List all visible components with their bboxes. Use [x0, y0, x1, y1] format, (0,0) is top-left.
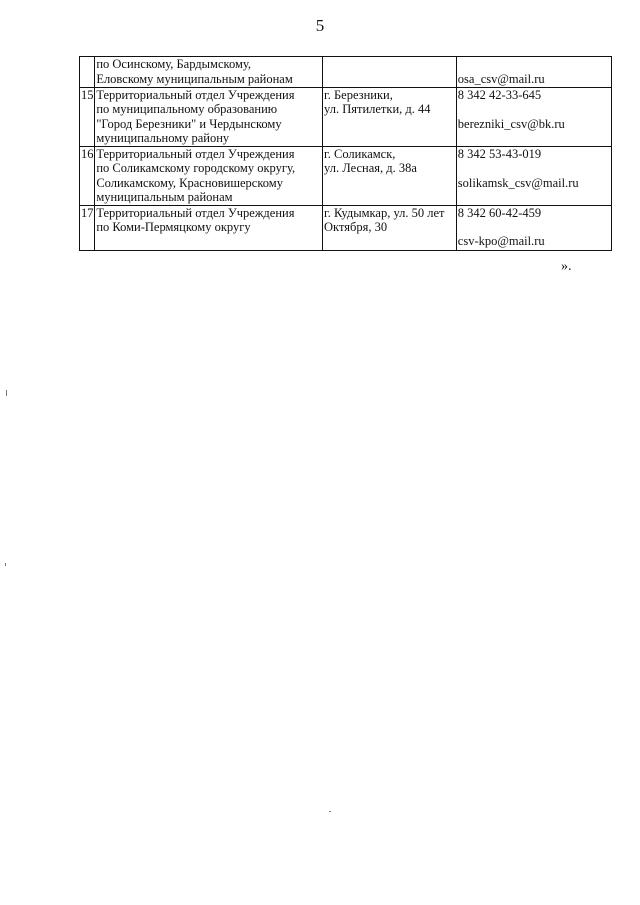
office-name-cell [95, 57, 323, 88]
office-address-cell [323, 87, 457, 146]
office-name-line: "Город Березники" и Чердынскому [96, 116, 282, 131]
office-contact-cell [456, 205, 611, 250]
office-email: solikamsk_csv@mail.ru [457, 176, 579, 190]
office-name-cell [95, 205, 323, 250]
office-phone: 8 342 60-42-459 [457, 205, 542, 220]
office-address-line: Октября, 30 [324, 220, 388, 234]
office-name-line: Еловскому муниципальным районам [96, 71, 293, 86]
office-contact-cell [456, 87, 611, 146]
office-phone: 8 342 53-43-019 [457, 146, 542, 161]
closing-quote-mark: ». [561, 259, 572, 274]
row-number-cell: 15 [80, 87, 95, 146]
office-name-line: муниципальному району [96, 131, 230, 145]
office-name-line: Территориальный отдел Учреждения [96, 87, 295, 102]
table-row [80, 205, 612, 250]
office-address-line: г. Соликамск, [324, 146, 396, 161]
scan-speck [6, 390, 7, 396]
office-address-line: г. Кудымкар, ул. 50 лет [324, 205, 445, 220]
table-row [80, 146, 612, 205]
scan-speck [329, 811, 331, 812]
row-number-cell: 17 [80, 205, 95, 250]
office-address-line: ул. Пятилетки, д. 44 [324, 102, 431, 116]
office-name-line: по муниципальному образованию [96, 102, 278, 116]
office-name-line: по Соликамскому городскому округу, [96, 161, 296, 175]
table-row [80, 87, 612, 146]
office-name-line: Территориальный отдел Учреждения [96, 205, 295, 220]
office-address-cell [323, 205, 457, 250]
office-contact-cell [456, 57, 611, 88]
office-contact-cell [456, 146, 611, 205]
office-email: osa_csv@mail.ru [457, 72, 545, 86]
office-address-cell [323, 57, 457, 88]
row-number-cell: 16 [80, 146, 95, 205]
office-phone: 8 342 42-33-645 [457, 87, 542, 102]
office-name-line: по Коми-Пермяцкому округу [96, 220, 251, 234]
office-email: csv-kpo@mail.ru [457, 234, 545, 248]
office-name-cell [95, 87, 323, 146]
office-name-line: Соликамскому, Красновишерскому [96, 175, 283, 190]
office-email: berezniki_csv@bk.ru [457, 117, 565, 131]
page-number: 5 [315, 16, 325, 35]
office-name-line: муниципальным районам [96, 190, 233, 204]
office-address-cell [323, 146, 457, 205]
row-number-cell [80, 57, 95, 88]
office-name-line: Территориальный отдел Учреждения [96, 146, 295, 161]
office-name-line: по Осинскому, Бардымскому, [96, 57, 251, 71]
office-address-line: ул. Лесная, д. 38а [324, 161, 417, 175]
scan-speck [5, 563, 6, 566]
territorial-offices-table [79, 56, 612, 251]
office-name-cell [95, 146, 323, 205]
office-address-line: г. Березники, [324, 87, 393, 102]
table-row [80, 57, 612, 88]
